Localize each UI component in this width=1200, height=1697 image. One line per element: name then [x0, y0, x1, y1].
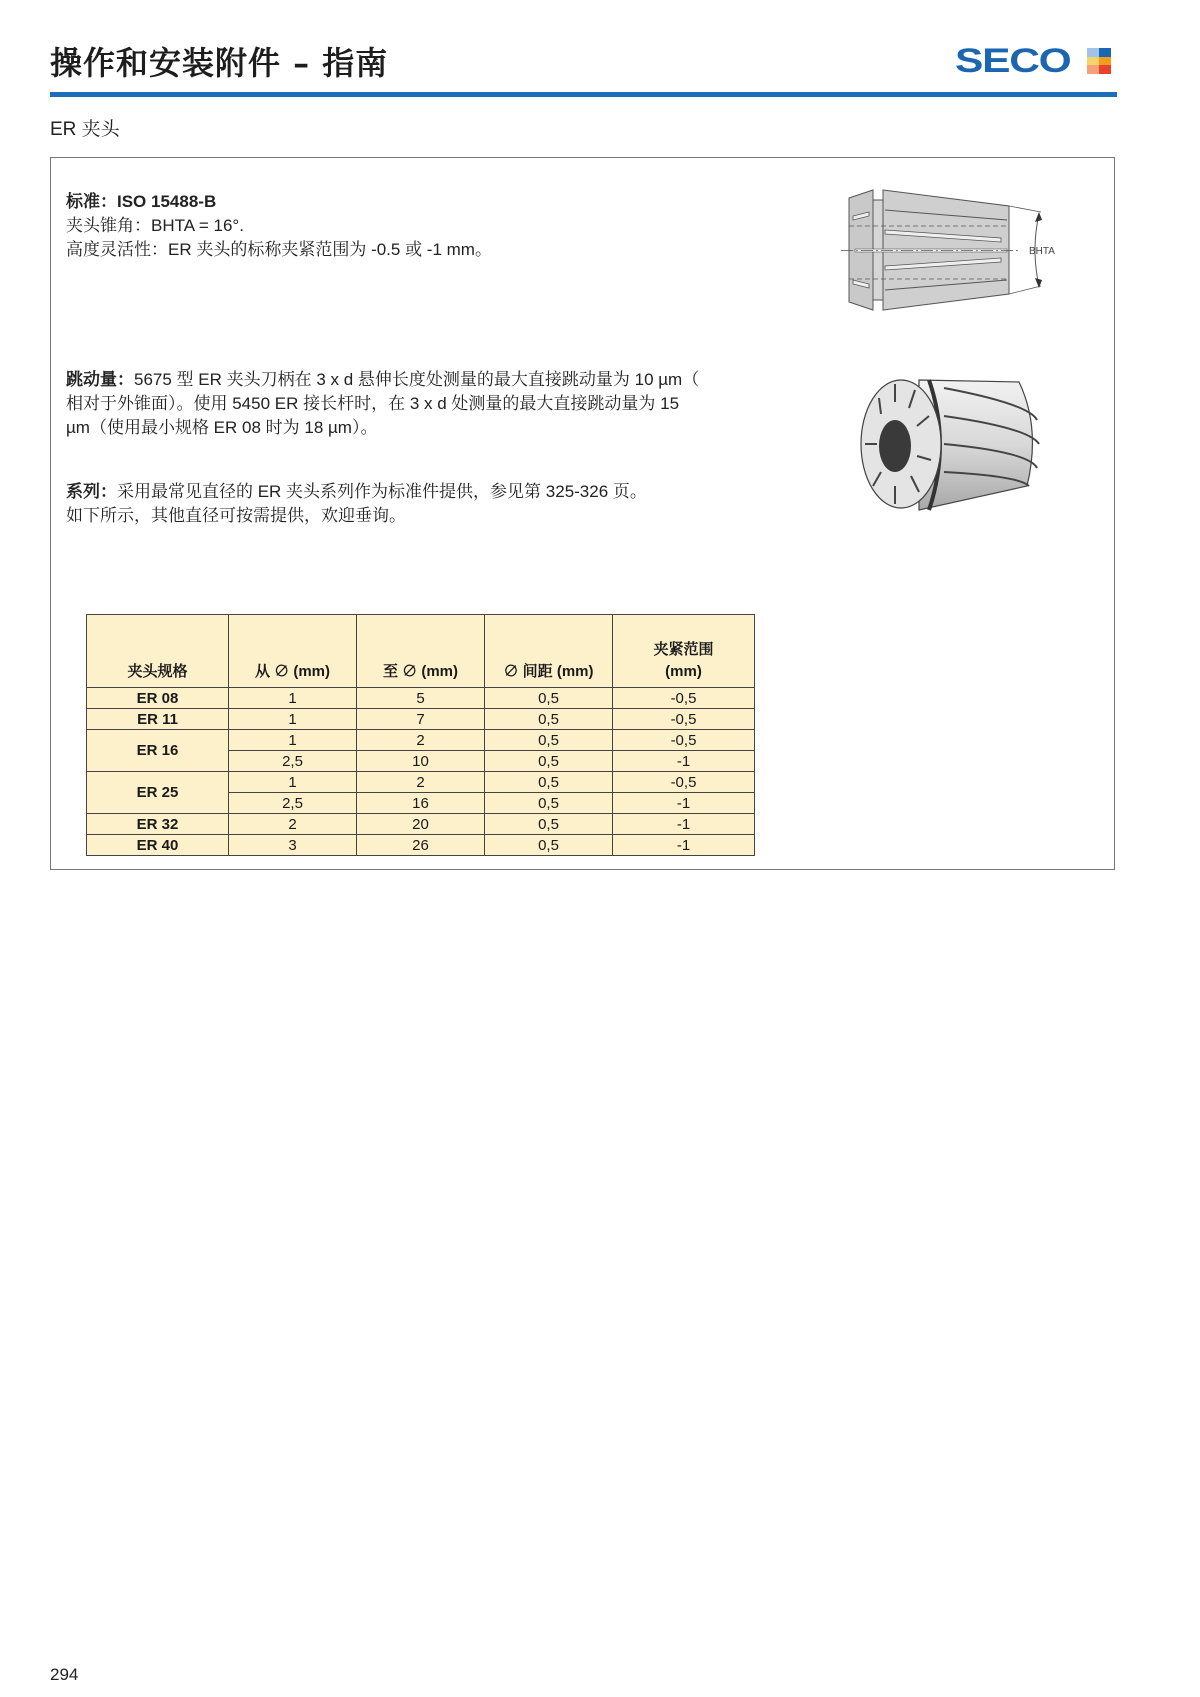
cell-step: 0,5 [485, 772, 613, 793]
cell-from: 2 [229, 814, 357, 835]
cell-step: 0,5 [485, 835, 613, 856]
col-header-to: 至 ∅ (mm) [357, 615, 485, 688]
runout-block [66, 368, 726, 440]
cell-step: 0,5 [485, 814, 613, 835]
cell-size: ER 40 [87, 835, 229, 856]
cell-range: -1 [613, 793, 755, 814]
cell-size: ER 25 [87, 772, 229, 814]
cell-to: 2 [357, 730, 485, 751]
cell-to: 20 [357, 814, 485, 835]
cell-from: 2,5 [229, 793, 357, 814]
cell-range: -0,5 [613, 772, 755, 793]
col-header-size: 夹头规格 [87, 615, 229, 688]
table-row [87, 688, 755, 709]
cell-range: -0,5 [613, 688, 755, 709]
range-header-line1: 夹紧范围 [653, 641, 714, 658]
cell-range: -0,5 [613, 709, 755, 730]
section-title: ER 夹头 [50, 119, 120, 140]
flex-line [66, 238, 492, 262]
table-row [87, 709, 755, 730]
runout-line-2: 相对于外锥面）。使用 5450 ER 接长杆时，在 3 x d 处测量的最大直接跳动量为 15 [66, 394, 680, 413]
seco-logo [955, 42, 1071, 80]
cell-to: 5 [357, 688, 485, 709]
cell-range: -1 [613, 751, 755, 772]
table-row [87, 730, 755, 751]
content-box [50, 157, 1115, 870]
table-row [87, 772, 755, 793]
taper-value: BHTA = 16°. [151, 216, 244, 235]
collet-spec-table [86, 614, 755, 856]
cell-range: -1 [613, 835, 755, 856]
cell-from: 1 [229, 772, 357, 793]
er-collet-image [859, 368, 1059, 518]
runout-line-1 [66, 368, 726, 392]
page-number: 294 [50, 1665, 79, 1684]
col-header-range [613, 615, 755, 688]
cell-to: 10 [357, 751, 485, 772]
cell-step: 0,5 [485, 688, 613, 709]
table-row [87, 814, 755, 835]
intro-block [66, 190, 492, 262]
series-line-2: 如下所示，其他直径可按需提供，欢迎垂询。 [66, 506, 406, 525]
bhta-label: BHTA [1029, 246, 1055, 257]
cell-range: -0,5 [613, 730, 755, 751]
cell-size: ER 08 [87, 688, 229, 709]
runout-text-1: 5675 型 ER 夹头刀柄在 3 x d 悬伸长度处测量的最大直接跳动量为 10 µm（ [134, 370, 700, 389]
series-block [66, 480, 647, 528]
collet-cross-section-diagram [841, 186, 1071, 316]
cell-from: 1 [229, 709, 357, 730]
table-row [87, 835, 755, 856]
cell-size: ER 32 [87, 814, 229, 835]
range-header-line2: (mm) [665, 663, 702, 680]
cell-from: 1 [229, 688, 357, 709]
cell-step: 0,5 [485, 730, 613, 751]
series-line-1 [66, 480, 647, 504]
flex-label: 高度灵活性： [66, 240, 168, 259]
table-header-row [87, 615, 755, 688]
logo-text: SECO [955, 42, 1071, 80]
header-rule [50, 92, 1117, 97]
cell-to: 26 [357, 835, 485, 856]
runout-label: 跳动量： [66, 370, 134, 389]
cell-from: 3 [229, 835, 357, 856]
cell-size: ER 11 [87, 709, 229, 730]
runout-line-3: µm（使用最小规格 ER 08 时为 18 µm）。 [66, 418, 378, 437]
cell-to: 2 [357, 772, 485, 793]
cell-from: 2,5 [229, 751, 357, 772]
standard-value: ISO 15488-B [117, 192, 217, 211]
taper-label: 夹头锥角： [66, 216, 151, 235]
series-label: 系列： [66, 482, 117, 501]
cell-step: 0,5 [485, 751, 613, 772]
standard-line [66, 190, 492, 214]
cell-from: 1 [229, 730, 357, 751]
col-header-from: 从 ∅ (mm) [229, 615, 357, 688]
series-text-1: 采用最常见直径的 ER 夹头系列作为标准件提供，参见第 325-326 页。 [117, 482, 647, 501]
col-header-step: ∅ 间距 (mm) [485, 615, 613, 688]
cell-to: 7 [357, 709, 485, 730]
standard-label: 标准： [66, 192, 117, 211]
taper-line [66, 214, 492, 238]
flex-value: ER 夹头的标称夹紧范围为 -0.5 或 -1 mm。 [168, 240, 492, 259]
cell-step: 0,5 [485, 793, 613, 814]
cell-size: ER 16 [87, 730, 229, 772]
cell-to: 16 [357, 793, 485, 814]
cell-step: 0,5 [485, 709, 613, 730]
logo-squares-icon [1087, 48, 1111, 74]
page-title: 操作和安装附件 – 指南 [50, 44, 389, 82]
cell-range: -1 [613, 814, 755, 835]
